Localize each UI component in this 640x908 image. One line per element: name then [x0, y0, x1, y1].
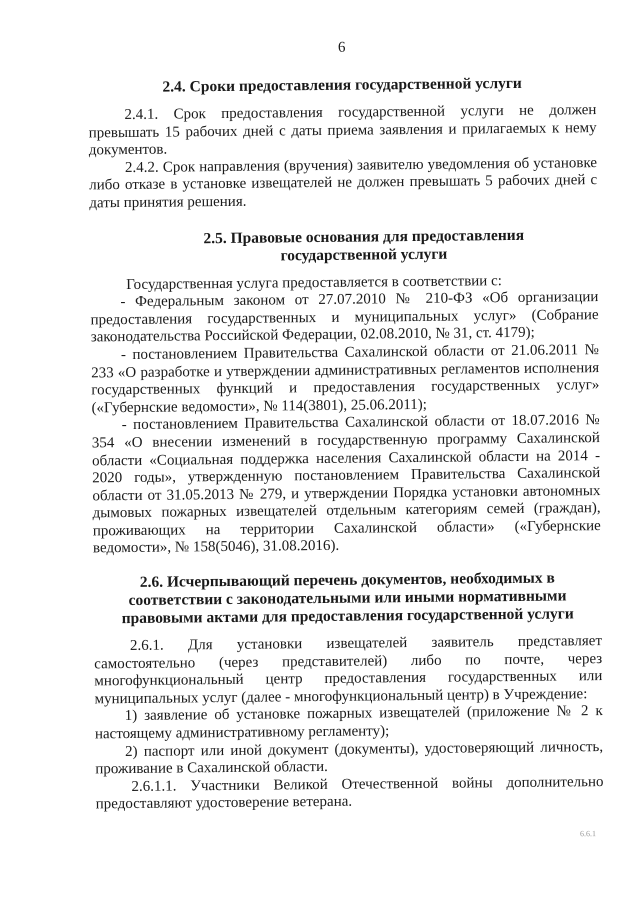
list-item: - постановлением Правительства Сахалинской области от 18.07.2016 № 354 «О внесении изменений в государственную программу Сахалинской области «Социальная поддержка населения Сахалинской области на 2014 - 2020 годы», утвержденную постановлением Правительства Сахалинской области от 31.05.2013 № 279, и утверждении Порядка установки автономных дымовых пожарных извещателей отдельным категориям семей (граждан), проживающих на территории Сахалинской области» («Губернские ведомости», № 158(5046), 31.08.2016). — [91, 412, 601, 557]
section-2-5 — [90, 226, 601, 559]
section-2-4 — [88, 74, 597, 213]
page-number: 6 — [337, 39, 346, 56]
list-item: - Федеральным законом от 27.07.2010 № 210-ФЗ «Об организации предоставления государственных и муниципальных услуг» (Собрание законодательства Российской Федерации, 02.08.2010, № 31, ст. 4179); — [90, 289, 599, 346]
section-heading: 2.4. Сроки предоставления государственной услуги — [162, 74, 522, 96]
paragraph: 2.6.1.1. Участники Великой Отечественной войны дополнительно предоставляют удостоверение ветерана. — [95, 773, 604, 813]
paragraph: Государственная услуга предоставляется в соответствии с: — [126, 272, 502, 293]
paragraph: 2.4.2. Срок направления (вручения) заявителю уведомления об установке либо отказе в установке извещателей не должен превышать 5 рабочих дней с даты принятия решения. — [89, 154, 598, 212]
paragraph: 2.6.1. Для установки извещателей заявитель представляет самостоятельно (через представителей) либо по почте, через многофункциональный центр предоставления государственных или муниципальных услуг (далее - многофункциональный центр) в Учреждение: — [94, 633, 603, 708]
list-item: - постановлением Правительства Сахалинской области от 21.06.2011 № 233 «О разработке и утверждении административных регламентов исполнения государственных функций и предоставления государственных услуг» («Губернские ведомости», № 114(3801), 25.06.2011); — [91, 342, 600, 417]
section-heading: 2.5. Правовые основания для предоставления государственной услуги — [203, 226, 525, 264]
section-heading: 2.6. Исчерпывающий перечень документов, необходимых в соответствии с законодательными или иными нормативными правовыми актами для предоставления государственной услуги — [121, 569, 574, 628]
paragraph: 2.4.1. Срок предоставления государственной услуги не должен превышать 15 рабочих дней с даты приема заявления и прилагаемых к нему документов. — [88, 102, 597, 159]
section-2-6 — [93, 569, 603, 814]
list-item: 1) заявление об установке пожарных извещателей (приложение № 2 к настоящему административному регламенту); — [94, 703, 603, 743]
list-item: 2) паспорт или иной документ (документы), удостоверяющий личность, проживание в Сахалинской области. — [95, 738, 604, 778]
scan-mark: 6.6.1 — [579, 829, 597, 839]
